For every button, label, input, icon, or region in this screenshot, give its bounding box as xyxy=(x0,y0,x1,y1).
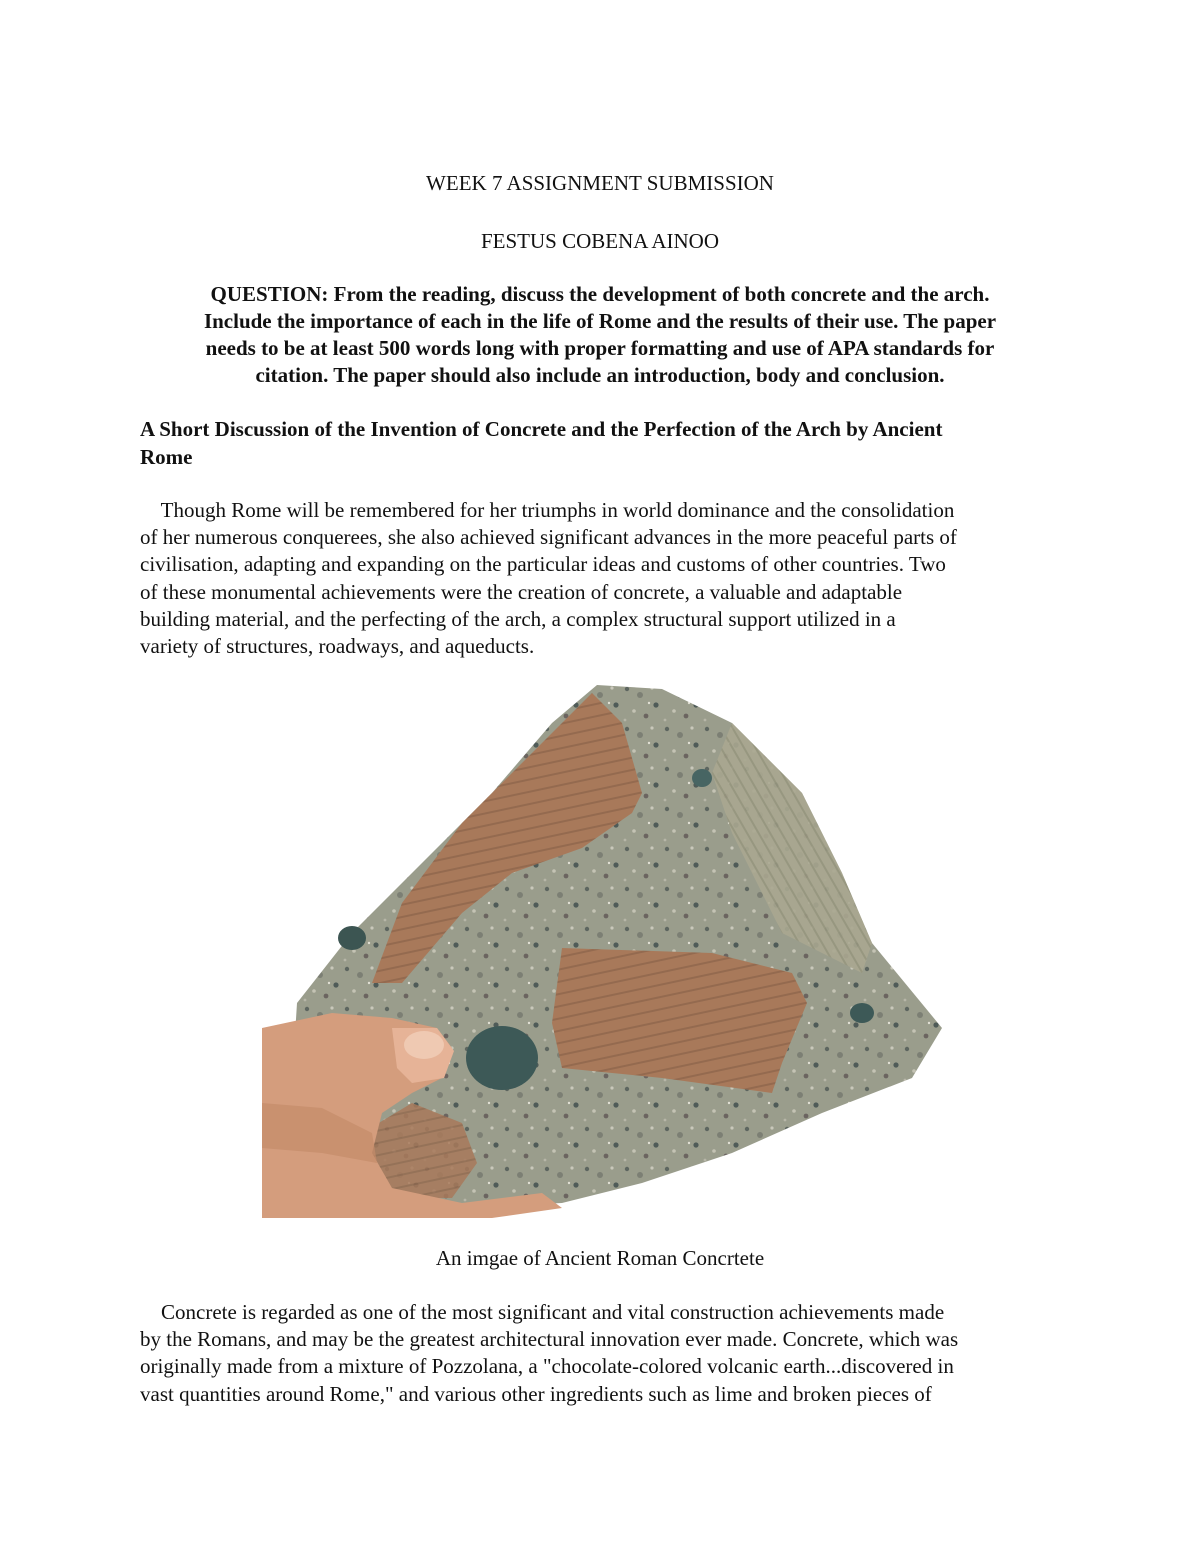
roman-concrete-photo xyxy=(262,683,942,1218)
document-title: WEEK 7 ASSIGNMENT SUBMISSION xyxy=(426,171,774,195)
question-line: citation. The paper should also include an introduction, body and conclusion. xyxy=(255,363,945,387)
paragraph-line: of her numerous conquerees, she also achieved significant advances in the more peaceful parts of xyxy=(140,525,957,550)
paragraph-line: vast quantities around Rome," and various other ingredients such as lime and broken pieces of xyxy=(140,1381,932,1406)
paragraph-line: variety of structures, roadways, and aqueducts. xyxy=(140,634,535,659)
heading-line: A Short Discussion of the Invention of Concrete and the Perfection of the Arch by Ancient xyxy=(140,417,943,441)
paragraph-concrete xyxy=(140,1299,1080,1408)
question-line: QUESTION: From the reading, discuss the development of both concrete and the arch. xyxy=(210,282,990,306)
paragraph-line: of these monumental achievements were the creation of concrete, a valuable and adaptable xyxy=(140,579,903,604)
paragraph-line: Concrete is regarded as one of the most significant and vital construction achievements made xyxy=(140,1300,945,1324)
figure-caption: An imgae of Ancient Roman Concrtete xyxy=(435,1246,765,1270)
paragraph-line: by the Romans, and may be the greatest architectural innovation ever made. Concrete, which was xyxy=(140,1327,959,1352)
section-heading xyxy=(140,415,1060,471)
heading-line: Rome xyxy=(140,445,193,469)
paragraph-line: Though Rome will be remembered for her triumphs in world dominance and the consolidation xyxy=(140,498,955,522)
paragraph-line: building material, and the perfecting of the arch, a complex structural support utilized in a xyxy=(140,606,896,631)
question-line: needs to be at least 500 words long with proper formatting and use of APA standards for xyxy=(205,336,995,360)
question-line: Include the importance of each in the life of Rome and the results of their use. The paper xyxy=(203,309,997,333)
question-block xyxy=(140,281,1060,389)
paragraph-line: civilisation, adapting and expanding on the particular ideas and customs of other countries. Two xyxy=(140,552,946,577)
author-name: FESTUS COBENA AINOO xyxy=(480,229,720,253)
paragraph-line: originally made from a mixture of Pozzolana, a "chocolate-colored volcanic earth...discovered in xyxy=(140,1354,954,1379)
paragraph-intro xyxy=(140,497,1080,660)
